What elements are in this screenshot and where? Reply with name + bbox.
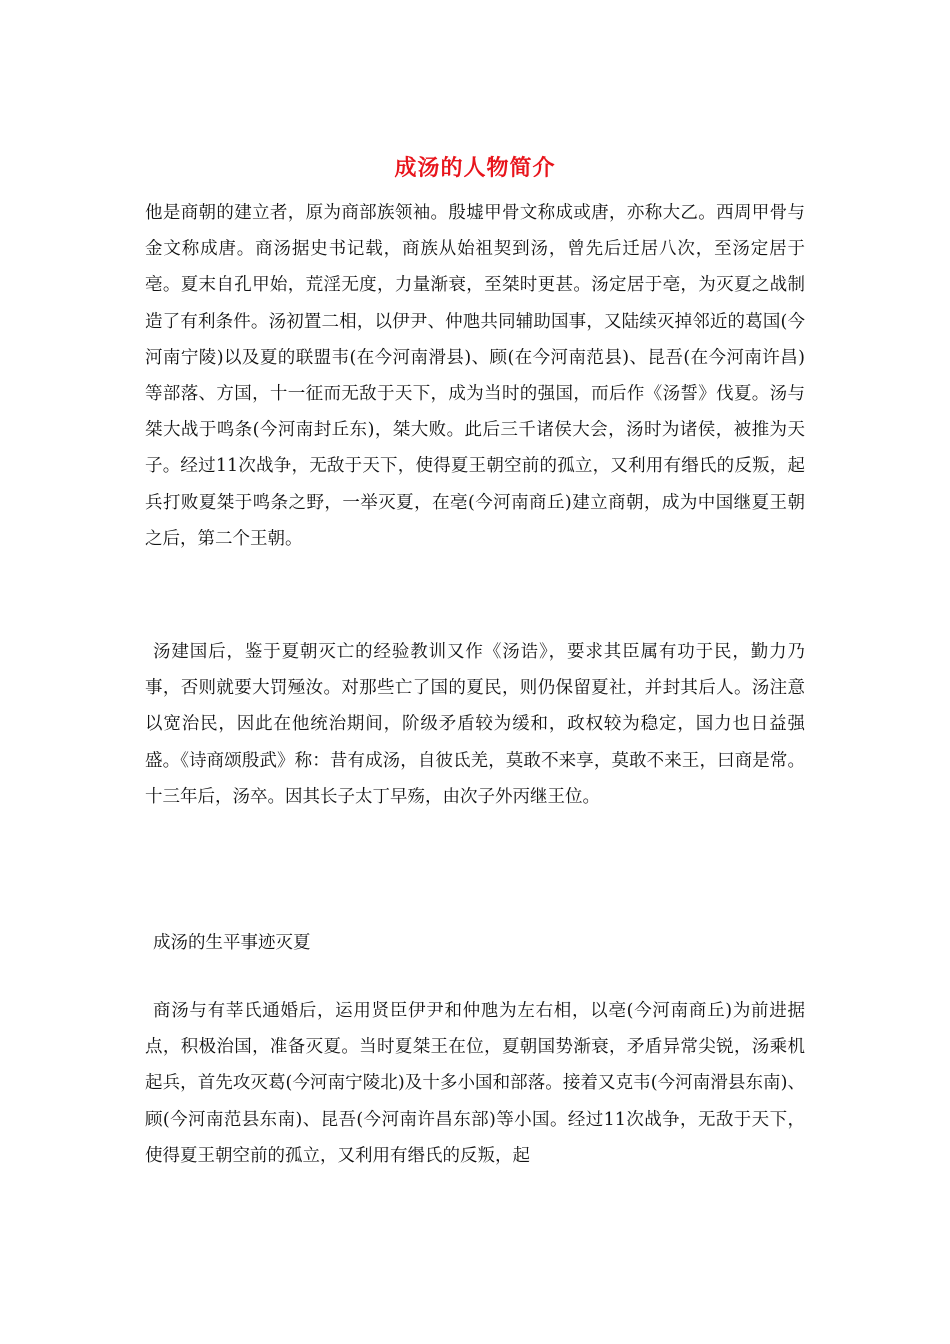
paragraph-biography-intro: 他是商朝的建立者，原为商部族领袖。殷墟甲骨文称成或唐，亦称大乙。西周甲骨与金文称成唐。商汤据史书记载，商族从始祖契到汤，曾先后迁居八次，至汤定居于亳。夏末自孔甲始，荒淫无度，力量渐衰，至桀时更甚。汤定居于亳，为灭夏之战制造了有利条件。汤初置二相，以伊尹、仲虺共同辅助国事，又陆续灭掉邻近的葛国(今河南宁陵)以及夏的联盟韦(在今河南滑县)、顾(在今河南范县)、昆吾(在今河南许昌)等部落、方国，十一征而无敌于天下，成为当时的强国，而后作《汤誓》伐夏。汤与桀大战于鸣条(今河南封丘东)，桀大败。此后三千诸侯大会，汤时为诸侯，被推为天子。经过11次战争，无敌于天下，使得夏王朝空前的孤立，又利用有缗氏的反叛，起兵打败夏桀于鸣条之野，一举灭夏，在亳(今河南商丘)建立商朝，成为中国继夏王朝之后，第二个王朝。 (145, 203, 805, 549)
paragraph-after-founding: 汤建国后，鉴于夏朝灭亡的经验教训又作《汤诰》，要求其臣属有功于民，勤力乃事，否则就要大罚殛汝。对那些亡了国的夏民，则仍保留夏社，并封其后人。汤注意以宽治民，因此在他统治期间，阶级矛盾较为缓和，政权较为稳定，国力也日益强盛。《诗商颂殷武》称：昔有成汤，自彼氐羌，莫敢不来享，莫敢不来王，曰商是常。十三年后，汤卒。因其长子太丁早殇，由次子外丙继王位。 (145, 642, 805, 807)
section-heading: 成汤的生平事迹灭夏 (153, 933, 311, 953)
document-title: 成汤的人物简介 (394, 155, 556, 181)
paragraph-conquest-of-xia: 商汤与有莘氏通婚后，运用贤臣伊尹和仲虺为左右相，以亳(今河南商丘)为前进据点，积极治国，准备灭夏。当时夏桀王在位，夏朝国势渐衰，矛盾异常尖锐，汤乘机起兵，首先攻灭葛(今河南宁陵北)及十多小国和部落。接着又克韦(今河南滑县东南)、顾(今河南范县东南)、昆吾(今河南许昌东部)等小国。经过11次战争，无敌于天下，使得夏王朝空前的孤立，又利用有缗氏的反叛，起 (145, 1001, 805, 1166)
